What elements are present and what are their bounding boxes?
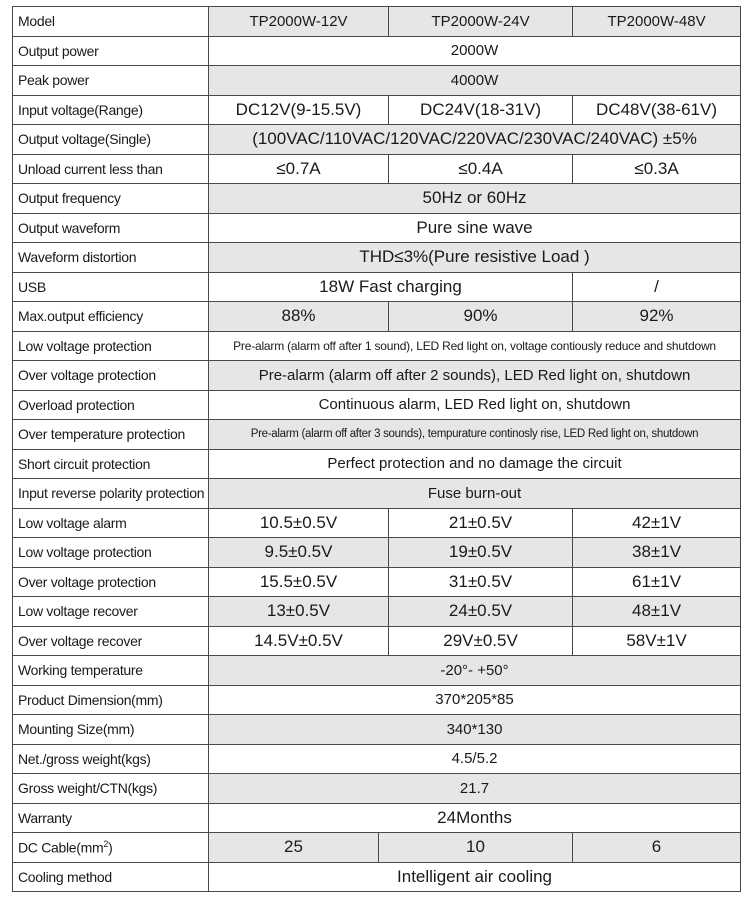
row-label: Peak power	[13, 66, 209, 96]
value-12v: 14.5V±0.5V	[209, 626, 389, 656]
row-value: Pre-alarm (alarm off after 3 sounds), tempurature continosly rise, LED Red light on, shutdown	[209, 420, 741, 450]
dc-cable-label-text: DC Cable(mm	[18, 839, 104, 856]
row-label: Input reverse polarity protection	[13, 479, 209, 509]
row-label: Output waveform	[13, 213, 209, 243]
value-24v: 19±0.5V	[389, 538, 573, 568]
table-row-low-voltage-protection-values	[13, 538, 741, 568]
row-value: (100VAC/110VAC/120VAC/220VAC/230VAC/240VAC) ±5%	[209, 125, 741, 155]
row-value: Intelligent air cooling	[209, 862, 741, 892]
value-48v: DC48V(38-61V)	[573, 95, 741, 125]
row-label: Cooling method	[13, 862, 209, 892]
row-label: Max.output efficiency	[13, 302, 209, 332]
row-value: 4.5/5.2	[209, 744, 741, 774]
value-12v: 10.5±0.5V	[209, 508, 389, 538]
row-value: 50Hz or 60Hz	[209, 184, 741, 214]
table-row-output-frequency	[13, 184, 741, 214]
value-48v: 92%	[573, 302, 741, 332]
row-value: Fuse burn-out	[209, 479, 741, 509]
value-48v: 42±1V	[573, 508, 741, 538]
row-label: Waveform distortion	[13, 243, 209, 273]
table-row-output-waveform	[13, 213, 741, 243]
value-48v: 61±1V	[573, 567, 741, 597]
table-row-usb	[13, 272, 741, 302]
table-row-product-dimension	[13, 685, 741, 715]
row-label: Mounting Size(mm)	[13, 715, 209, 745]
row-label	[13, 833, 209, 863]
row-value: Pre-alarm (alarm off after 2 sounds), LED Red light on, shutdown	[209, 361, 741, 391]
row-label: Unload current less than	[13, 154, 209, 184]
row-label: Gross weight/CTN(kgs)	[13, 774, 209, 804]
dc-cable-label-sup: 2	[103, 838, 109, 849]
value-12v: ≤0.7A	[209, 154, 389, 184]
row-value: THD≤3%(Pure resistive Load )	[209, 243, 741, 273]
row-value: Perfect protection and no damage the circuit	[209, 449, 741, 479]
row-value: 2000W	[209, 36, 741, 66]
value-48v: ≤0.3A	[573, 154, 741, 184]
row-label: Over temperature protection	[13, 420, 209, 450]
table-row-gross-weight-ctn	[13, 774, 741, 804]
dc-cable-label-end: )	[108, 839, 113, 856]
table-row-dc-cable	[13, 833, 741, 863]
model-48v: TP2000W-48V	[573, 7, 741, 37]
table-row-short-circuit-protection	[13, 449, 741, 479]
row-label: Over voltage protection	[13, 567, 209, 597]
value-24v: 90%	[389, 302, 573, 332]
value-48v: 38±1V	[573, 538, 741, 568]
table-row-peak-power	[13, 66, 741, 96]
row-label: Short circuit protection	[13, 449, 209, 479]
row-label: Working temperature	[13, 656, 209, 686]
value-24v: ≤0.4A	[389, 154, 573, 184]
table-row-output-voltage	[13, 125, 741, 155]
row-label: Low voltage protection	[13, 538, 209, 568]
row-value: 370*205*85	[209, 685, 741, 715]
row-label: Output voltage(Single)	[13, 125, 209, 155]
row-label: Model	[13, 7, 209, 37]
row-value: 340*130	[209, 715, 741, 745]
table-row-over-voltage-protection	[13, 361, 741, 391]
row-label: Over voltage protection	[13, 361, 209, 391]
table-row-mounting-size	[13, 715, 741, 745]
value-48v: 6	[573, 833, 741, 863]
value-24v: DC24V(18-31V)	[389, 95, 573, 125]
value-24v: 21±0.5V	[389, 508, 573, 538]
table-row-low-voltage-recover	[13, 597, 741, 627]
table-row-waveform-distortion	[13, 243, 741, 273]
value-12v: 88%	[209, 302, 389, 332]
table-row-cooling	[13, 862, 741, 892]
row-label: Low voltage recover	[13, 597, 209, 627]
table-row-output-power	[13, 36, 741, 66]
table-row-over-voltage-protection-values	[13, 567, 741, 597]
row-label: USB	[13, 272, 209, 302]
row-label: Net./gross weight(kgs)	[13, 744, 209, 774]
table-row-overload-protection	[13, 390, 741, 420]
table-row-over-temperature-protection	[13, 420, 741, 450]
table-row-weight	[13, 744, 741, 774]
row-value: 24Months	[209, 803, 741, 833]
table-row-low-voltage-alarm	[13, 508, 741, 538]
value-24v: 29V±0.5V	[389, 626, 573, 656]
row-label: Low voltage alarm	[13, 508, 209, 538]
table-row-efficiency	[13, 302, 741, 332]
model-24v: TP2000W-24V	[389, 7, 573, 37]
value-12v: 9.5±0.5V	[209, 538, 389, 568]
row-label: Over voltage recover	[13, 626, 209, 656]
table-row-model	[13, 7, 741, 37]
value-24v: 10	[379, 833, 573, 863]
row-label: Product Dimension(mm)	[13, 685, 209, 715]
value-48v: 48±1V	[573, 597, 741, 627]
value-12v: DC12V(9-15.5V)	[209, 95, 389, 125]
usb-value-48v: /	[573, 272, 741, 302]
value-24v: 31±0.5V	[389, 567, 573, 597]
table-row-input-voltage	[13, 95, 741, 125]
value-12v: 13±0.5V	[209, 597, 389, 627]
model-12v: TP2000W-12V	[209, 7, 389, 37]
row-label: Output power	[13, 36, 209, 66]
row-label: Output frequency	[13, 184, 209, 214]
usb-value: 18W Fast charging	[209, 272, 573, 302]
table-row-low-voltage-protection	[13, 331, 741, 361]
row-value: Pure sine wave	[209, 213, 741, 243]
value-24v: 24±0.5V	[389, 597, 573, 627]
row-label: Low voltage protection	[13, 331, 209, 361]
row-label: Overload protection	[13, 390, 209, 420]
row-label: Input voltage(Range)	[13, 95, 209, 125]
row-value: Pre-alarm (alarm off after 1 sound), LED Red light on, voltage contiously reduce and shutdown	[209, 331, 741, 361]
value-48v: 58V±1V	[573, 626, 741, 656]
table-row-working-temperature	[13, 656, 741, 686]
value-12v: 25	[209, 833, 379, 863]
value-12v: 15.5±0.5V	[209, 567, 389, 597]
row-value: -20°- +50°	[209, 656, 741, 686]
table-row-unload-current	[13, 154, 741, 184]
row-value: 4000W	[209, 66, 741, 96]
row-value: Continuous alarm, LED Red light on, shutdown	[209, 390, 741, 420]
row-value: 21.7	[209, 774, 741, 804]
spec-table	[12, 6, 741, 892]
table-row-over-voltage-recover	[13, 626, 741, 656]
table-row-reverse-polarity	[13, 479, 741, 509]
table-row-warranty	[13, 803, 741, 833]
row-label: Warranty	[13, 803, 209, 833]
